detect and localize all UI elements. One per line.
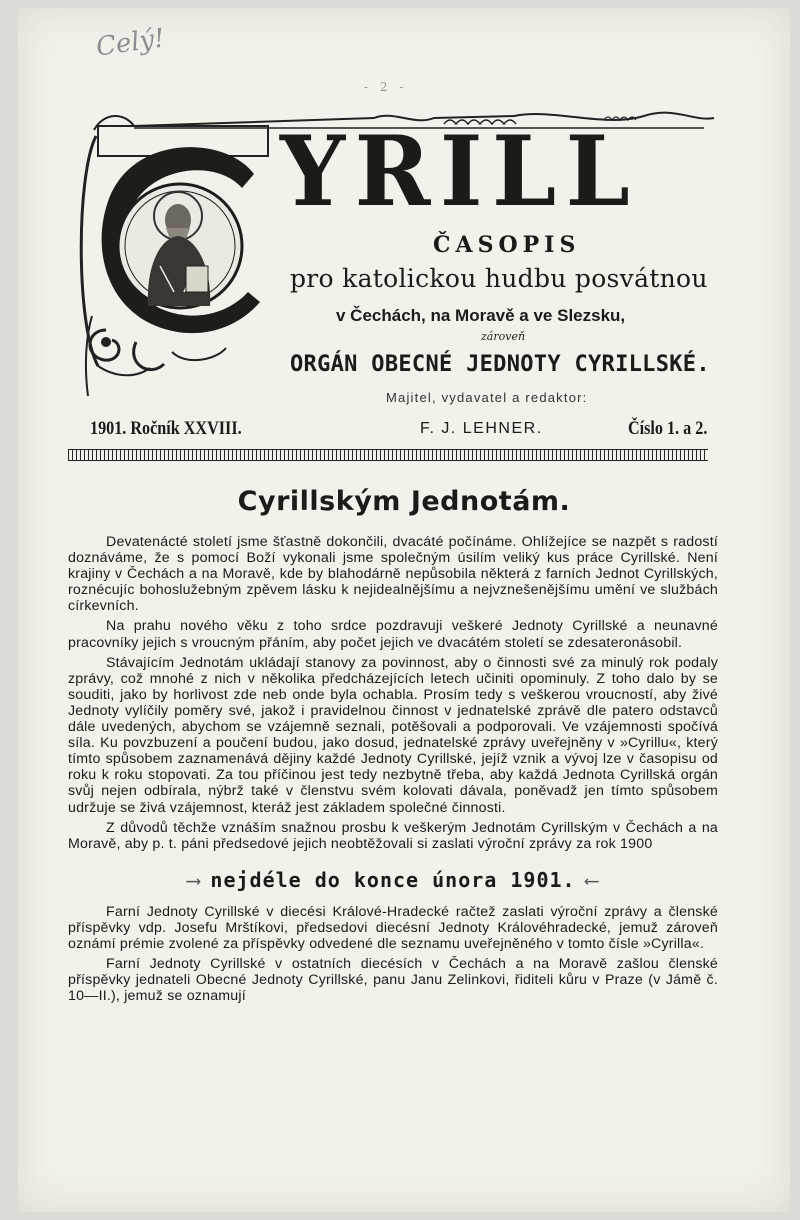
deadline-text: nejdéle do konce února 1901. [210, 867, 576, 892]
year-volume: 1901. Ročník XXVIII. [90, 418, 242, 439]
page-marker: - 2 - [364, 80, 408, 94]
organ-label: ORGÁN OBECNÉ JEDNOTY CYRILLSKÉ. [290, 352, 710, 377]
paragraph-1: Devatenácté století jsme šťastně dokončili, dvacáté počínáme. Ohlížejíce se nazpět s radostí doznáváme, že s pomocí Boží vykonali jsme společným úsilím veliký kus práce Cyrillské. Není krajiny v Čechách a na Moravě, kde by blahodárně nepůsobila některá z farních Jednot Cyrillských, roznécujíc bohoslužebným zpěvem lásku k nejidealnějšímu a nejvznešenějšímu umění ve službách církevních. [68, 534, 718, 615]
deadline-line [68, 868, 718, 892]
journal-regions: v Čechách, na Moravě a ve Slezsku, [336, 306, 626, 325]
paragraph-5: Farní Jednoty Cyrillské v diecési Králové-Hradecké račtež zaslati výroční zprávy a členské příspěvky vdp. Josefu Mrštíkovi, předsedovi diecésní Jednoty Královéhradecké, jemuž zároveň oznámí prémie zvolené za příspěvky odvedené dle seznamu uveřejněného v tomto čísle »Cyrilla«. [68, 903, 718, 952]
journal-subtitle: pro katolickou hudbu posvátnou [290, 264, 708, 293]
journal-label: ČASOPIS [433, 232, 581, 258]
right-arrow-icon: ⟵ [585, 867, 599, 892]
illuminated-initial-c-with-saint-portrait [76, 116, 286, 402]
issue-number: Číslo 1. a 2. [628, 418, 708, 439]
also-label: zároveň [481, 330, 526, 343]
left-arrow-icon: ⟶ [187, 867, 201, 892]
paragraph-6: Farní Jednoty Cyrillské v ostatních diecésích v Čechách a na Moravě zašlou členské příspěvky jednateli Obecné Jednoty Cyrillské, panu Janu Zelinkovi, řiditeli kůru v Praze (v Jámě č. 10—II.), jemuž se oznamují [68, 956, 718, 1005]
editor-name: F. J. LEHNER. [420, 420, 543, 437]
paragraph-3: Stávajícím Jednotám ukládají stanovy za povinnost, aby o činnosti své za minulý rok podaly zprávy, což mnohé z nich v několika předcházejících letech učiniti opominuly. Z toho dalo by se souditi, jako by horlivost zde neb onde byla ochabla. Prosím tedy s veškerou vroucností, aby živé Jednoty vylíčily poměry své, jakož i pravidelnou činnost v jednatelské zprávě dle patero odstavců dále uvedených, abychom se vzájemně seznali, potěšovali a podporovali. Ve vzájemnosti spočívá síla. Ku povzbuzení a poučení budou, jako dosud, jednatelské zprávy uveřejněny v »Cyrillu«, který tímto spůsobem zaznamenává dějiny každé Jednoty Cyrillské, jejíž vznik a vývoj lze v časopisu od roku k roku stopovati. Za tou příčinou jest tedy nezbytně třeba, aby každá Jednota Cyrillská orgán svůj nejen odbírala, nýbrž také v členstvu svém kolovati dávala, poněvadž jen tímto spůsobem udržuje se živá vzájemnost, kteráž jest základem společné činnosti. [68, 654, 718, 816]
handwritten-annotation: Celý! [94, 23, 167, 63]
journal-title: YRILL [280, 115, 640, 228]
masthead-divider [68, 449, 708, 461]
publisher-label: Majitel, vydavatel a redaktor: [386, 390, 588, 405]
article-heading: Cyrillským Jednotám. [237, 486, 571, 517]
article-body [68, 534, 718, 1008]
paragraph-4: Z důvodů těchže vznáším snažnou prosbu k veškerým Jednotám Cyrillským v Čechách a na Moravě, aby p. t. páni předsedové jejich neobtěžovali si zaslati výroční zprávy za rok 1900 [68, 819, 718, 852]
document-page [18, 8, 790, 1212]
paragraph-2: Na prahu nového věku z toho srdce pozdravuji veškeré Jednoty Cyrillské a neunavné pracovníky jejich s vroucným přáním, aby počet jejich ve dvacátém století se zdesateronásobil. [68, 618, 718, 651]
